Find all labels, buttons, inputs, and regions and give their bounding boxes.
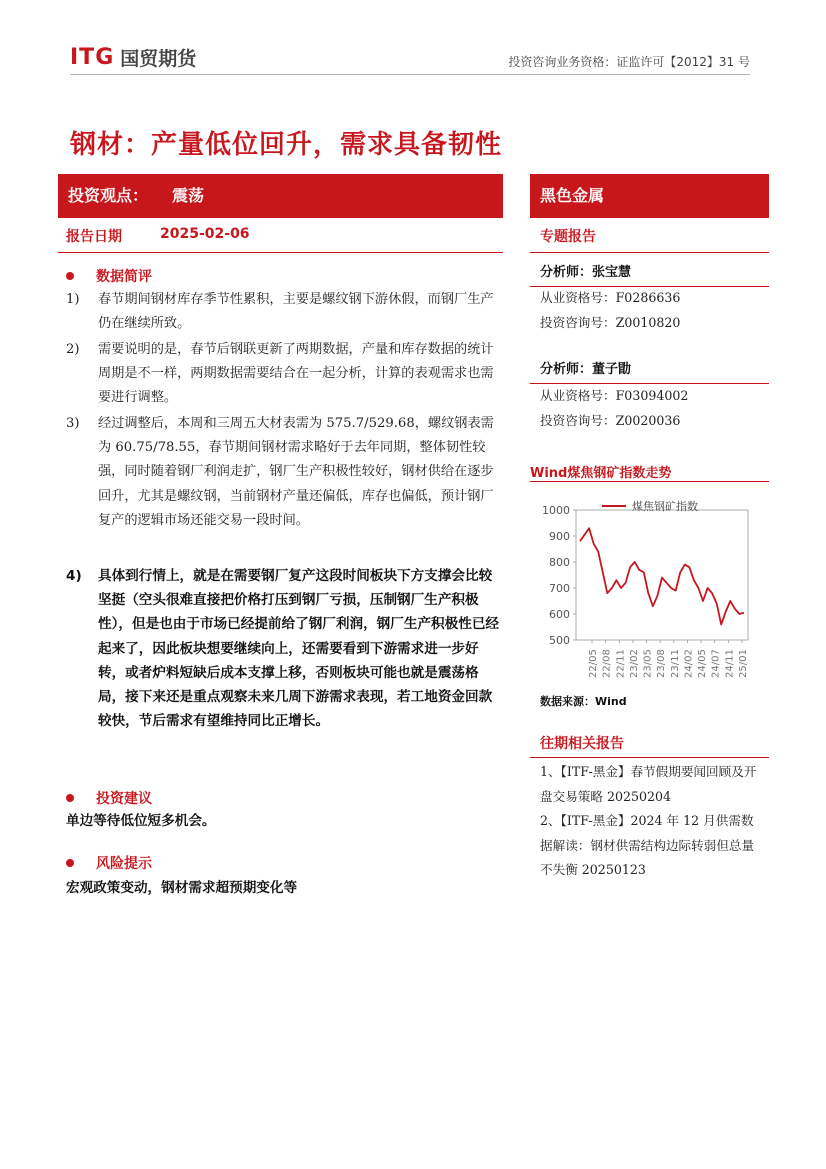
y-tick-label: 500 (549, 634, 570, 647)
risk-heading: 风险提示 (66, 853, 152, 873)
x-tick-label: 24/11 (724, 649, 736, 678)
analyst-ids-1 (540, 286, 680, 335)
analyst-consult: 投资咨询号：Z0020036 (540, 412, 681, 428)
y-tick-label: 700 (549, 582, 570, 595)
advice-text: 单边等待低位短多机会。 (66, 813, 216, 829)
investment-view-bar (58, 174, 503, 218)
review-item-4: 4) 具体到行情上，就是在需要钢厂复产这段时间板块下方支撑会比较坚挺（空头很难直接把价格打压到钢厂亏损，压制钢厂生产积极性），但是也由于市场已经提前给了钢厂利润，钢厂生产积极性已经起来了，因此板块想要继续向上，还需要看到下游需求进一步好转，或者炉料短缺后成本支撑上移，否则板块可能也就是震荡格局，接下来还是重点观察未来几周下游需求表现，若工地资金回款较快，节后需求有望维持同比正增长。 (66, 568, 500, 730)
review-item-3: 3) 经过调整后，本周和三周五大材表需为 575.7/529.68，螺纹钢表需为 60.75/78.55，春节期间钢材需求略好于去年同期，整体韧性较强，同时随着钢厂利润走扩，钢厂生产积极性较好，钢材供给在逐步回升，尤其是螺纹钢，当前钢材产量还偏低，库存也偏低，预计钢厂复产的逻辑市场还能交易一段时间。 (66, 416, 494, 528)
chart-title: Wind煤焦钢矿指数走势 (530, 466, 672, 481)
x-tick-label: 23/05 (642, 649, 654, 678)
related-divider (530, 757, 769, 758)
x-tick-label: 24/02 (683, 649, 695, 678)
x-tick-label: 22/08 (601, 649, 613, 678)
report-type: 专题报告 (540, 229, 596, 245)
x-tick-label: 22/11 (615, 649, 627, 678)
logo-latin: ITG (70, 45, 115, 70)
x-tick-label: 23/11 (669, 649, 681, 678)
x-tick-label: 23/08 (656, 649, 668, 678)
bullet-dot (66, 859, 74, 867)
y-tick-label: 600 (549, 608, 570, 621)
report-date-label: 报告日期 (66, 229, 122, 245)
analyst-ids-2 (540, 384, 688, 433)
data-review-heading: 数据简评 (66, 266, 152, 286)
series-line (580, 528, 744, 624)
report-type-divider (530, 252, 769, 253)
analyst-license: 从业资格号：F0286636 (540, 290, 681, 305)
bullet-dot (66, 794, 74, 802)
chart-source: 数据来源：Wind (540, 695, 627, 708)
review-item-2: 2) 需要说明的是，春节后钢联更新了两期数据，产量和库存数据的统计周期是不一样，两期数据需要结合在一起分析，计算的表观需求也需要进行调整。 (66, 342, 494, 406)
investment-view-label: 投资观点： (68, 186, 149, 205)
y-tick-label: 900 (549, 530, 570, 543)
sector-bar: 黑色金属 (530, 174, 769, 218)
x-tick-label: 24/05 (697, 649, 709, 678)
analyst-consult: 投资咨询号：Z0010820 (540, 314, 681, 330)
header-divider (70, 74, 750, 75)
related-reports-title: 往期相关报告 (540, 736, 624, 752)
report-title: 钢材：产量低位回升，需求具备韧性 (70, 130, 503, 160)
x-tick-label: 23/02 (628, 649, 640, 678)
qualification-text: 投资咨询业务资格：证监许可【2012】31 号 (508, 55, 750, 69)
report-date-value: 2025-02-06 (160, 226, 250, 242)
x-tick-label: 22/05 (588, 649, 599, 678)
logo-chinese: 国贸期货 (120, 48, 197, 70)
analyst-name: 分析师：董子勖 (540, 362, 632, 377)
related-report-1: 1、【ITF-黑金】春节假期要闻回顾及开盘交易策略 20250204 (540, 764, 757, 804)
legend-label: 煤焦钢矿指数 (632, 500, 698, 513)
x-tick-label: 24/07 (710, 649, 722, 678)
chart-title-divider (530, 481, 769, 482)
x-tick-label: 25/01 (738, 649, 749, 678)
risk-text: 宏观政策变动，钢材需求超预期变化等 (66, 880, 298, 896)
y-tick-label: 1000 (542, 504, 570, 517)
bullet-dot (66, 272, 74, 280)
y-tick-label: 800 (549, 556, 570, 569)
analyst-block-1 (540, 261, 631, 286)
analyst-block-2 (540, 358, 631, 383)
analyst-name: 分析师：张宝慧 (540, 265, 632, 280)
index-line-chart (530, 486, 769, 686)
advice-heading: 投资建议 (66, 788, 152, 808)
report-date-divider (58, 252, 503, 253)
investment-view-value: 震荡 (172, 186, 205, 205)
review-item-1: 1) 春节期间钢材库存季节性累积，主要是螺纹钢下游休假，而钢厂生产仍在继续所致。 (66, 292, 494, 332)
analyst-license: 从业资格号：F03094002 (540, 388, 689, 403)
company-logo (70, 44, 196, 71)
related-report-2: 2、【ITF-黑金】2024 年 12 月供需数据解读：钢材供需结构边际转弱但总量不失衡 20250123 (540, 813, 755, 877)
